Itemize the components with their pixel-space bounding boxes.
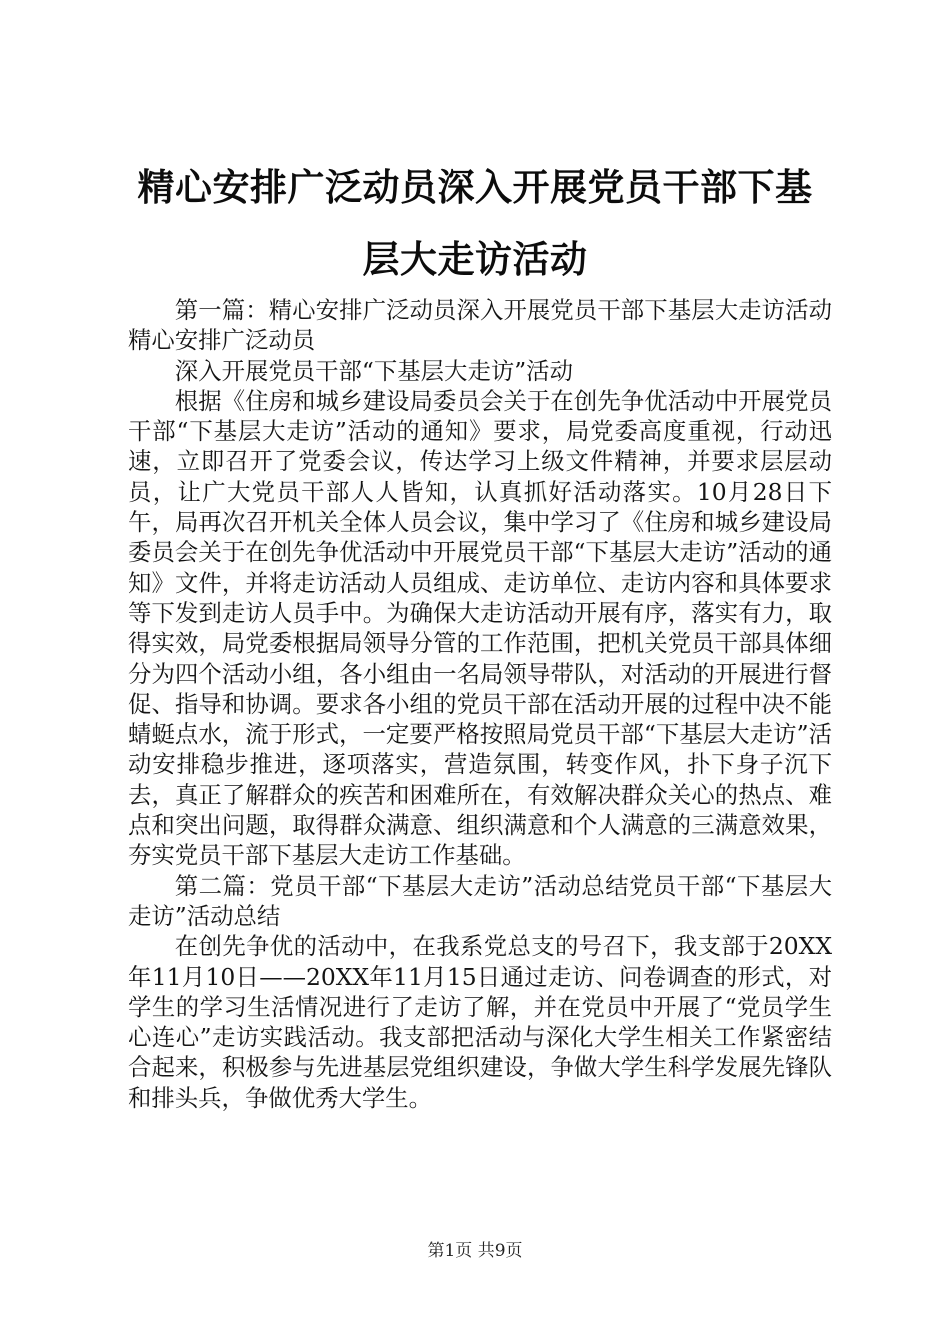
document-title: 精心安排广泛动员深入开展党员干部下基层大走访活动	[137, 166, 813, 281]
page-number-footer: 第1页 共9页	[427, 1241, 523, 1261]
paragraph-part1-heading: 第一篇：精心安排广泛动员深入开展党员干部下基层大走访活动精心安排广泛动员	[128, 296, 832, 355]
paragraph-part2-body: 在创先争优的活动中，在我系党总支的号召下，我支部于20XX年11月10日——20XX年11月15日通过走访、问卷调查的形式，对学生的学习生活情况进行了走访了解，并在党员中开展了“党员学生心连心”走访实践活动。我支部把活动与深化大学生相关工作紧密结合起来，积极参与先进基层党组织建设，争做大学生科学发展先锋队和排头兵，争做优秀大学生。	[128, 932, 832, 1112]
paragraph-part2-heading: 第二篇：党员干部“下基层大走访”活动总结党员干部“下基层大走访”活动总结	[128, 871, 832, 930]
document-body	[128, 295, 832, 1113]
paragraph-part1-body: 根据《住房和城乡建设局委员会关于在创先争优活动中开展党员干部“下基层大走访”活动的通知》要求，局党委高度重视，行动迅速，立即召开了党委会议，传达学习上级文件精神，并要求层层动员，让广大党员干部人人皆知，认真抓好活动落实。10月28日下午，局再次召开机关全体人员会议，集中学习了《住房和城乡建设局委员会关于在创先争优活动中开展党员干部“下基层大走访”活动的通知》文件，并将走访活动人员组成、走访单位、走访内容和具体要求等下发到走访人员手中。为确保大走访活动开展有序，落实有力，取得实效，局党委根据局领导分管的工作范围，把机关党员干部具体细分为四个活动小组，各小组由一名局领导带队，对活动的开展进行督促、指导和协调。要求各小组的党员干部在活动开展的过程中决不能蜻蜓点水，流于形式，一定要严格按照局党员干部“下基层大走访”活动安排稳步推进，逐项落实，营造氛围，转变作风，扑下身子沉下去，真正了解群众的疾苦和困难所在，有效解决群众关心的热点、难点和突出问题，取得群众满意、组织满意和个人满意的三满意效果，夯实党员干部下基层大走访工作基础。	[128, 386, 832, 870]
paragraph-part1-subheading: 深入开展党员干部“下基层大走访”活动	[174, 356, 573, 385]
